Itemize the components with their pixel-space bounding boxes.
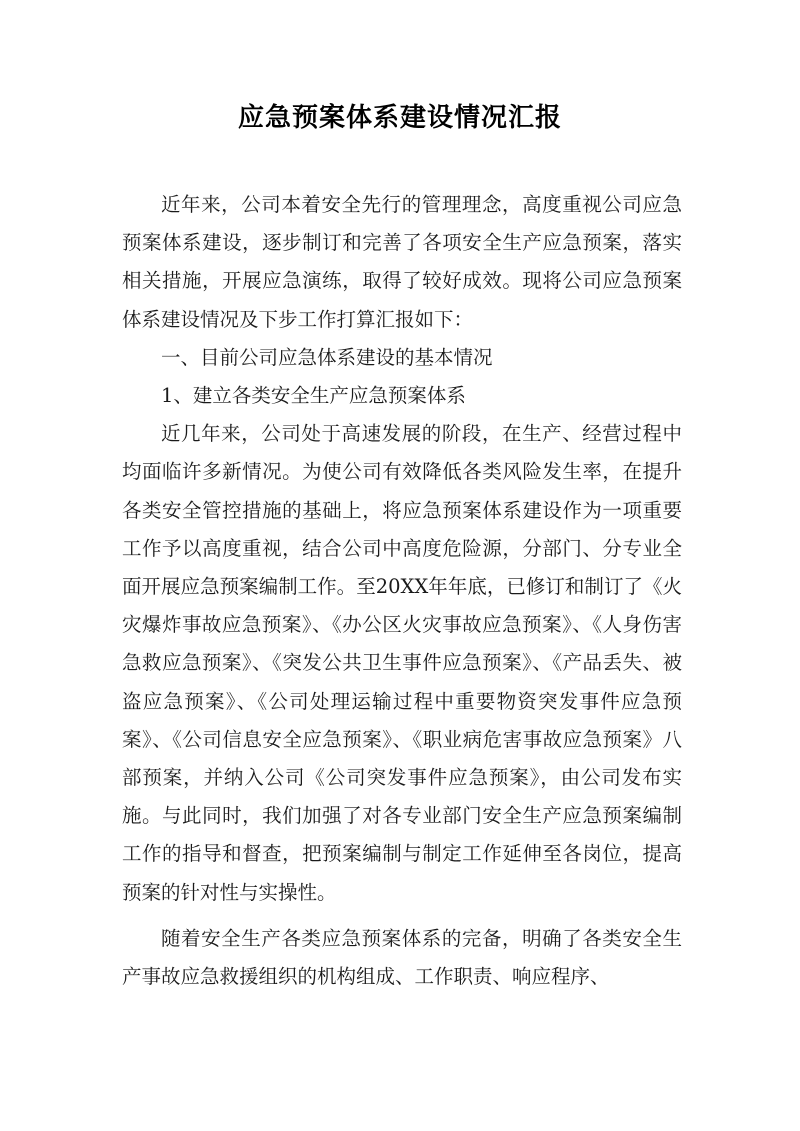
section-heading: 一、目前公司应急体系建设的基本情况: [161, 345, 493, 369]
document-body: [122, 186, 682, 996]
document-title: 应急预案体系建设情况汇报: [237, 103, 562, 133]
body-paragraph: 随着安全生产各类应急预案体系的完备，明确了各类安全生产事故应急救援组织的机构组成、工作职责、响应程序、: [122, 926, 682, 989]
subsection-heading: 1、建立各类安全生产应急预案体系: [161, 384, 466, 408]
intro-paragraph: 近年来，公司本着安全先行的管理理念，高度重视公司应急预案体系建设，逐步制订和完善了各项安全生产应急预案，落实相关措施，开展应急演练，取得了较好成效。现将公司应急预案体系建设情况及下步工作打算汇报如下：: [122, 193, 682, 331]
body-paragraph: 近几年来，公司处于高速发展的阶段，在生产、经营过程中均面临许多新情况。为使公司有效降低各类风险发生率，在提升各类安全管控措施的基础上，将应急预案体系建设作为一项重要工作予以高度重视，结合公司中高度危险源，分部门、分专业全面开展应急预案编制工作。至20XX年年底，已修订和制订了《火灾爆炸事故应急预案》、《办公区火灾事故应急预案》、《人身伤害急救应急预案》、《突发公共卫生事件应急预案》、《产品丢失、被盗应急预案》、《公司处理运输过程中重要物资突发事件应急预案》、《公司信息安全应急预案》、《职业病危害事故应急预案》八部预案，并纳入公司《公司突发事件应急预案》，由公司发布实施。与此同时，我们加强了对各专业部门安全生产应急预案编制工作的指导和督查，把预案编制与制定工作延伸至各岗位，提高预案的针对性与实操性。: [122, 422, 682, 904]
